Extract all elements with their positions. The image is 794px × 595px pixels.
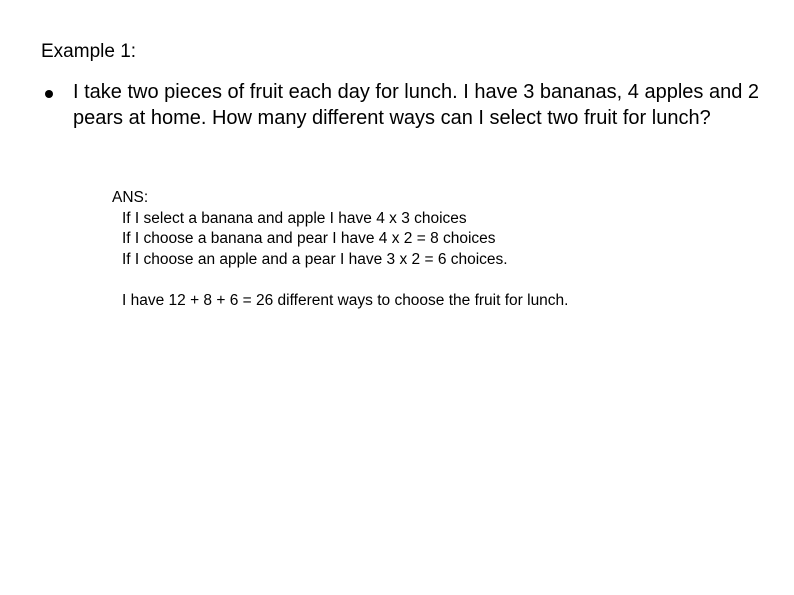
- answer-line-banana-apple: If I select a banana and apple I have 4 x 3 choices: [122, 209, 467, 227]
- bullet-icon: [45, 90, 53, 98]
- question-text: I take two pieces of fruit each day for lunch. I have 3 bananas, 4 apples and 2 pears at home. How many different ways can I select two fruit for lunch?: [73, 81, 759, 129]
- answer-label: ANS:: [112, 189, 149, 206]
- answer-block: [112, 188, 508, 270]
- example-heading: Example 1:: [41, 41, 137, 62]
- answer-total: I have 12 + 8 + 6 = 26 different ways to choose the fruit for lunch.: [122, 292, 569, 309]
- answer-line-apple-pear: If I choose an apple and a pear I have 3 x 2 = 6 choices.: [122, 250, 508, 268]
- answer-line-banana-pear: If I choose a banana and pear I have 4 x 2 = 8 choices: [122, 230, 496, 247]
